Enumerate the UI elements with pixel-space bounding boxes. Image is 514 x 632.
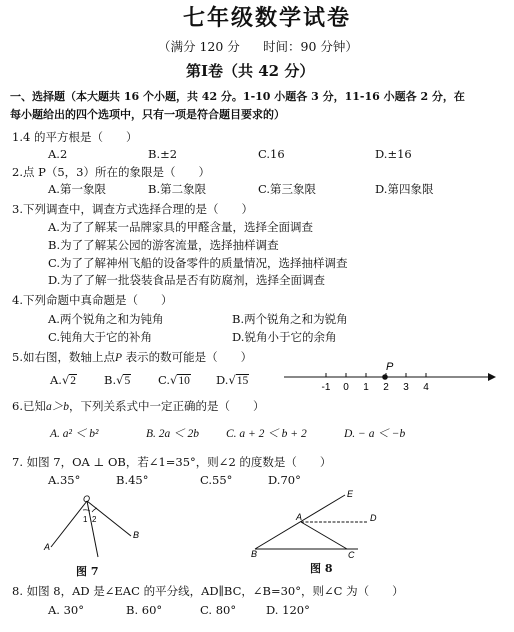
fig8-line-be [255,495,345,549]
q2-option-b: B.第二象限 [148,182,207,196]
time-limit: 时间：90 分钟） [263,39,358,54]
q1-option-a: A.2 [48,147,68,161]
q2-option-c: C.第三象限 [258,182,317,196]
figure-8-caption: 图 8 [310,562,333,575]
fig8-label-b: B [251,549,258,559]
q8-option-b: B. 60° [126,603,163,617]
number-line-tick-label: 0 [343,382,349,393]
number-line-tick-label: 3 [403,382,409,393]
q5-option-d: D.√15 [216,373,249,387]
q7-option-c: C.55° [200,473,233,487]
q7-option-b: B.45° [116,473,149,487]
fig7-label-o: O [83,494,91,504]
q4-option-d: D.锐角小于它的余角 [232,330,337,344]
q6-condition: a＞b [45,401,69,413]
q6-option-c: C. a + 2 ＜ b + 2 [226,428,307,440]
fig7-label-2: 2 [92,515,97,524]
q5-stem-var: P [114,352,123,364]
q1-stem: 1.4 的平方根是（ ） [12,130,138,144]
q1-option-b: B.±2 [148,147,178,161]
q7-stem: 7. 如图 7，OA ⊥ OB，若∠1=35°，则∠2 的度数是（ ） [12,455,332,469]
figure-7 [40,493,150,563]
q7-option-d: D.70° [268,473,301,487]
fig7-ray-oc [87,501,98,557]
number-line-point-p [382,374,388,380]
q3-option-c: C.为了了解神州飞船的设备零件的质量情况，选择抽样调查 [48,256,348,270]
q2-option-a: A.第一象限 [48,182,106,196]
q2-stem: 2.点 P（5，3）所在的象限是（ ） [12,165,210,179]
q4-option-a: A.两个锐角之和为钝角 [48,312,164,326]
q4-option-c: C.钝角大于它的补角 [48,330,153,344]
q6-option-d: D. − a ＜ −b [344,428,406,440]
q6-option-a: A. a² ＜ b² [50,428,99,440]
q5-stem-prefix: 5.如右图，数轴上点 [12,350,115,364]
number-line-tick-label: 2 [383,382,389,393]
fig8-label-a: A [296,512,303,522]
q5-stem [12,351,252,365]
fig7-label-a: A [44,542,51,552]
number-line-ticks [322,373,430,393]
figure-7-caption: 图 7 [76,565,99,578]
q7-option-a: A.35° [48,473,81,487]
fig8-line-ac [301,522,347,549]
q3-stem: 3.下列调查中，调查方式选择合理的是（ ） [12,202,253,216]
q3-option-b: B.为了了解某公园的游客流量，选择抽样调查 [48,238,279,252]
number-line-tick-label: 1 [363,382,369,393]
q3-option-a: A.为了了解某一品牌家具的甲醛含量，选择全面调查 [48,220,313,234]
fig7-ray-oa [51,501,87,547]
fig8-label-d: D [370,513,377,523]
full-score: （满分 120 分 [158,39,240,54]
q4-stem: 4.下列命题中真命题是（ ） [12,293,173,307]
q8-option-c: C. 80° [200,603,237,617]
section-heading-line1: 一、选择题（本大题共 16 个小题，共 42 分。1-10 小题各 3 分，11-16 小题各 2 分，在 [10,90,465,103]
q5-option-a: A.√2 [50,373,77,387]
number-line-tick-label: -1 [321,382,331,393]
q5-option-c: C.√10 [158,373,190,387]
fig8-label-c: C [348,550,355,560]
q5-stem-suffix: 表示的数可能是（ ） [125,350,253,364]
section-heading-line2: 每小题给出的四个选项中，只有一项是符合题目要求的） [10,108,285,121]
q8-option-a: A. 30° [48,603,84,617]
number-line-arrow-icon [488,373,496,381]
fig7-label-b: B [133,530,140,540]
q1-option-c: C.16 [258,147,285,161]
exam-title: 七年级数学试卷 [183,5,352,31]
q2-option-d: D.第四象限 [375,182,434,196]
number-line-point-label: P [386,361,394,373]
q6-option-b: B. 2a ＜ 2b [146,428,200,440]
q1-option-d: D.±16 [375,147,412,161]
volume-heading: 第Ⅰ卷（共 42 分） [186,62,315,80]
number-line-tick-label: 4 [423,382,429,393]
q5-option-b: B.√5 [104,373,131,387]
figure-8 [250,488,390,560]
fig7-label-1: 1 [83,515,88,524]
q6-stem: 6.已知a＞b，下列关系式中一定正确的是（ ） [12,399,265,413]
fig8-label-e: E [347,489,354,499]
q8-option-d: D. 120° [266,603,310,617]
number-line-figure [284,358,496,398]
q3-option-d: D.为了了解一批袋装食品是否有防腐剂，选择全面调查 [48,273,325,287]
q8-stem: 8. 如图 8，AD 是∠EAC 的平分线，AD∥BC，∠B=30°，则∠C 为（ ） [12,584,404,598]
q4-option-b: B.两个锐角之和为锐角 [232,312,348,326]
